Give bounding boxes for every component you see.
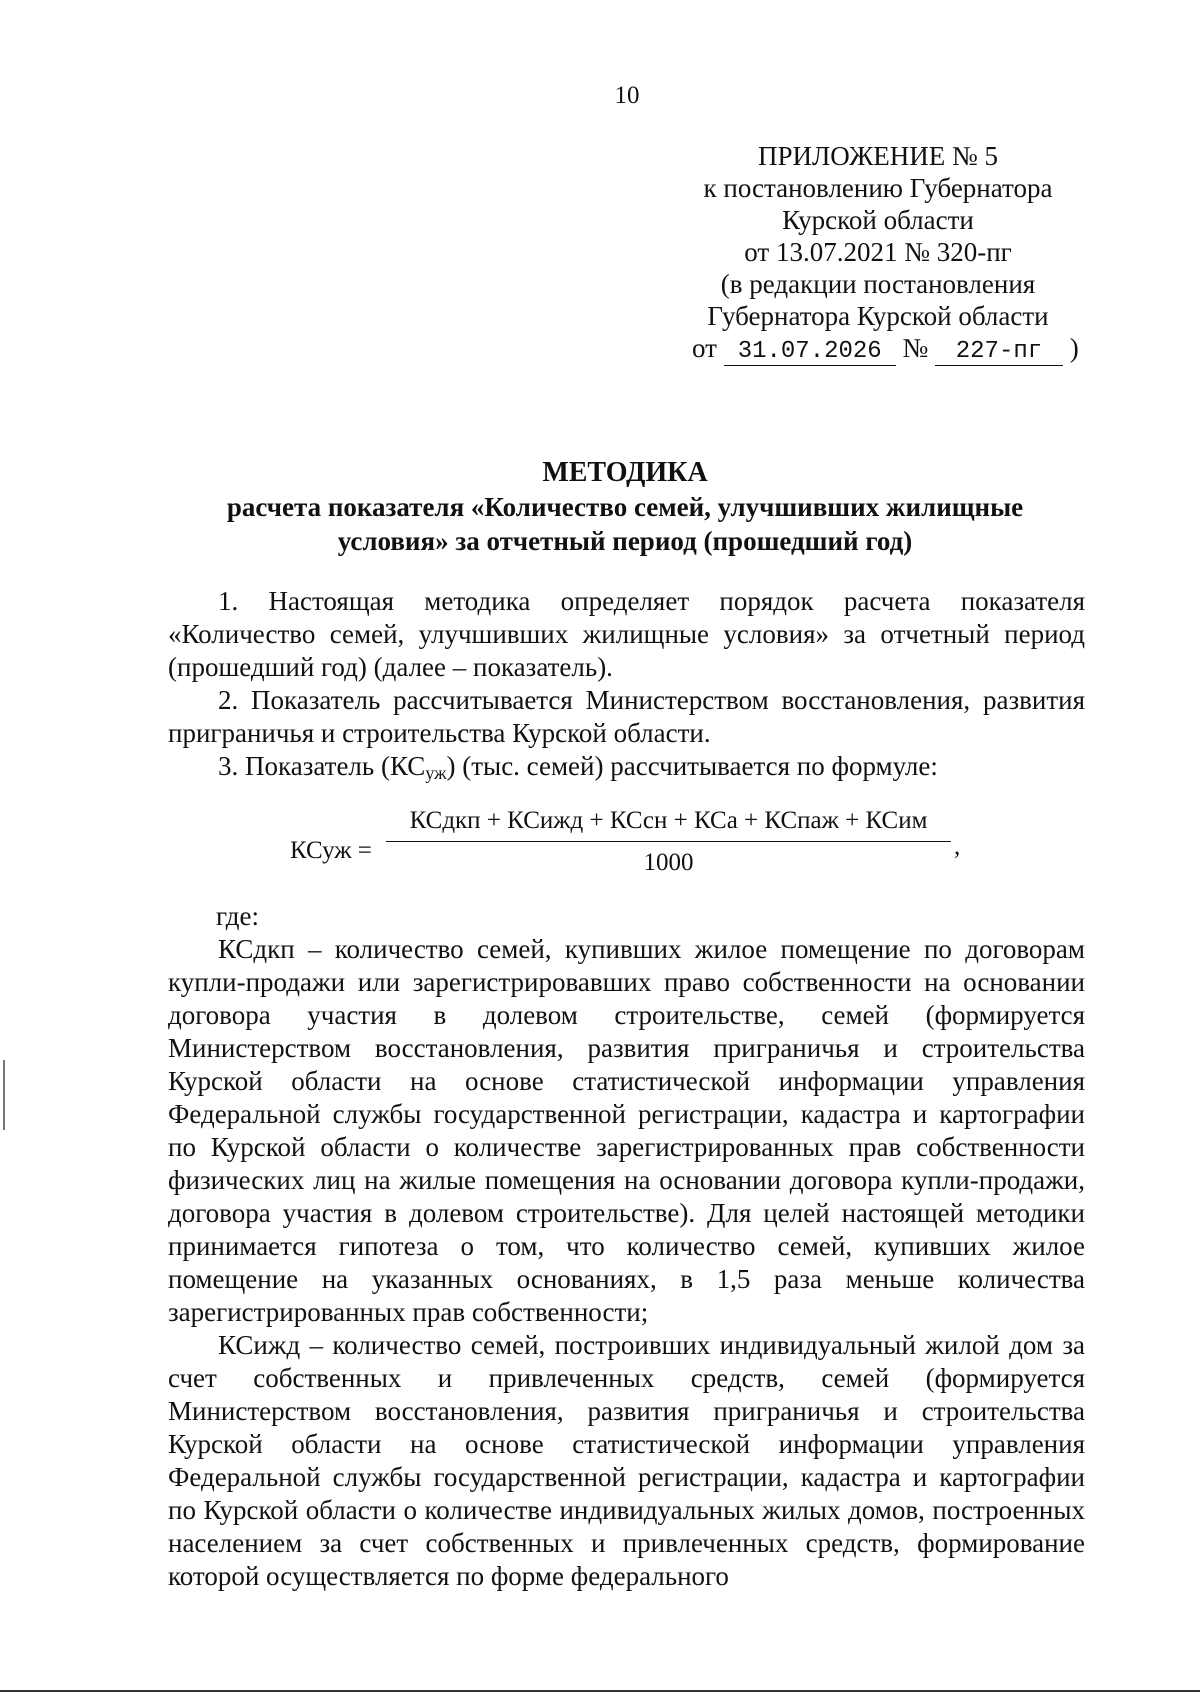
document-title <box>200 456 1050 558</box>
paragraph-3-end: ) (тыс. семей) рассчитывается по формуле: <box>446 751 938 781</box>
paragraph-ksdkp: КСдкп – количество семей, купивших жилое помещение по договорам купли-продажи или зарегистрировавших право собственности на основании договора участия в долевом строительстве, семей (формируется Министерством восстановления, развития приграничья и строительства Курской области на основе статистической информации управления Федеральной службы государственной регистрации, кадастра и картографии по Курской области о количестве зарегистрированных прав собственности физических лиц на жилые помещения на основании договора купли-продажи, договора участия в долевом строительстве). Для целей настоящей методики принимается гипотеза о том, что количество семей, купивших жилое помещение на указанных основаниях, в 1,5 раза меньше количества зарегистрированных прав собственности; <box>168 934 1085 1327</box>
paragraph-3 <box>168 750 1085 790</box>
scan-margin-mark <box>3 1060 5 1130</box>
appendix-line-2: Курской области <box>782 205 974 235</box>
paragraph-1: 1. Настоящая методика определяет порядок расчета показателя «Количество семей, улучшивших жилищные условия» за отчетный период (прошедший год) (далее – показатель). <box>168 586 1085 682</box>
paragraph-3-start: 3. Показатель (КС <box>218 751 426 781</box>
appendix-title: ПРИЛОЖЕНИЕ № 5 <box>757 141 999 171</box>
formula-lhs: КСуж = <box>290 837 372 864</box>
ot-label: от <box>692 333 717 363</box>
formula-denominator: 1000 <box>643 849 694 876</box>
appendix-line-1: к постановлению Губернатора <box>703 173 1053 203</box>
page-number: 10 <box>614 82 640 109</box>
paragraph-2: 2. Показатель рассчитывается Министерством восстановления, развития приграничья и строительства Курской области. <box>168 685 1085 748</box>
appendix-line-5: Губернатора Курской области <box>707 301 1049 331</box>
title-sub-2: условия» за отчетный период (прошедший год) <box>337 526 913 556</box>
appendix-line-4: (в редакции постановления <box>720 269 1036 299</box>
appendix-line-3: от 13.07.2021 № 320-пг <box>744 237 1012 267</box>
where-label: где: <box>216 901 259 931</box>
title-main: МЕТОДИКА <box>542 457 708 488</box>
appendix-header <box>668 140 1088 366</box>
scan-bottom-edge <box>0 1690 1200 1692</box>
paragraph-3-subscript: уж <box>425 763 447 783</box>
title-sub-1: расчета показателя «Количество семей, улучшивших жилищные <box>226 492 1024 522</box>
formula-fraction <box>386 804 951 879</box>
number-label: № <box>902 333 929 363</box>
formula <box>168 804 1085 894</box>
amendment-reference <box>668 332 1088 366</box>
document-body <box>168 585 1085 1593</box>
amendment-number: 227-пг <box>935 339 1063 366</box>
paragraph-ksizhd: КСижд – количество семей, построивших индивидуальный жилой дом за счет собственных и привлеченных средств, семей (формируется Министерством восстановления, развития приграничья и строительства Курской области на основе статистической информации управления Федеральной службы государственной регистрации, кадастра и картографии по Курской области о количестве индивидуальных жилых домов, построенных населением за счет собственных и привлеченных средств, формирование которой осуществляется по форме федерального <box>168 1330 1085 1591</box>
close-paren: ) <box>1069 333 1079 363</box>
formula-comma: , <box>954 833 961 860</box>
formula-numerator: КСдкп + КСижд + КСсн + КСа + КСпаж + КСим <box>386 804 951 842</box>
amendment-date: 31.07.2026 <box>724 339 896 366</box>
